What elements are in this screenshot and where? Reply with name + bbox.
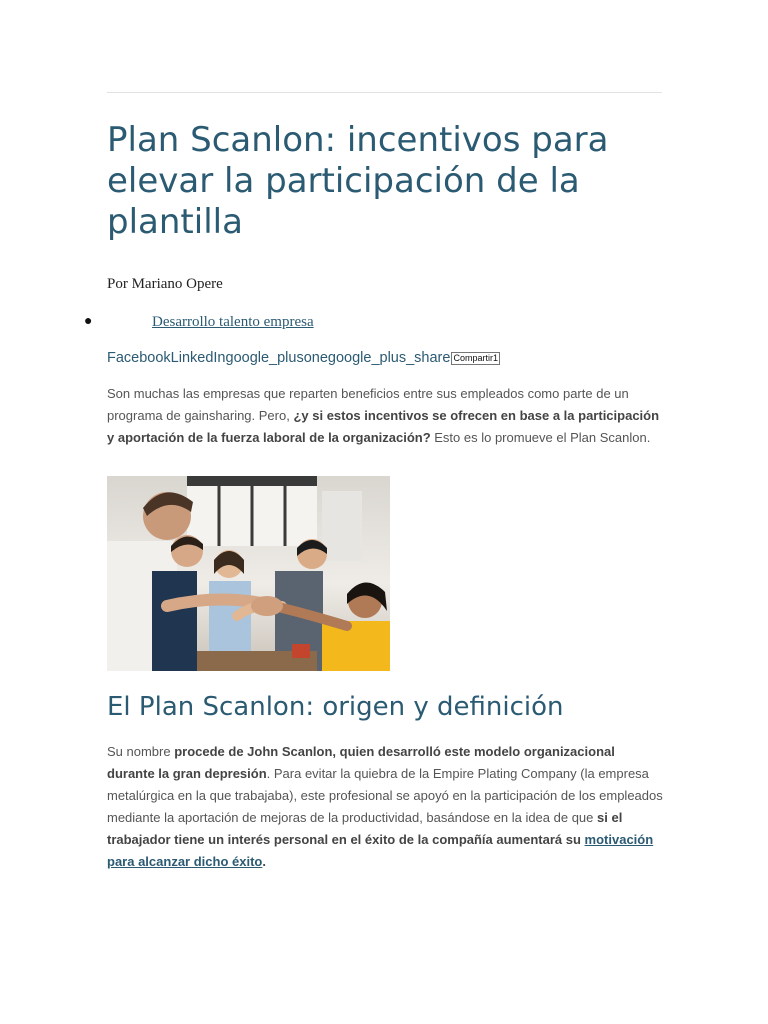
section-heading: El Plan Scanlon: origen y definición [107,692,564,722]
intro-text-1: Son muchas las empresas que reparten beneficios entre sus empleados como parte de un programa de gainsharing. Pero, [107,386,629,423]
category-list [84,312,314,332]
intro-text-2: Esto es lo promueve el Plan Scanlon. [430,430,651,445]
share-bar [107,350,500,366]
article-title: Plan Scanlon: incentivos para elevar la participación de la plantilla [107,120,609,242]
intro-bold-question: ¿y si estos incentivos se ofrecen en base a la participación y aportación de la fuerza laboral de la organización? [107,408,660,445]
motivation-link[interactable]: motivación para alcanzar dicho éxito [107,832,654,869]
section-paragraph [107,741,663,873]
section-end: . [262,854,266,869]
section-text-2: . Para evitar la quiebra de la Empire Plating Company (la empresa metalúrgica en la que trabajaba), este profesional se apoyó en la participación de los empleados mediante la aportación de mejoras de la productividad, basándose en la idea de que [107,766,663,825]
share-button[interactable]: Compartir1 [453,353,498,363]
intro-paragraph [107,383,667,449]
section-bold-2: si el trabajador tiene un interés personal en el éxito de la compañía aumentará su [107,810,623,847]
category-item [84,312,314,332]
team-photo [107,476,390,671]
author-byline: Por Mariano Opere [107,276,223,292]
section-text-1: Su nombre [107,744,175,759]
share-links[interactable]: FacebookLinkedIngoogle_plusonegoogle_plus_share [107,350,451,366]
section-bold-1: procede de John Scanlon, quien desarrolló este modelo organizacional durante la gran depresión [107,744,615,781]
category-link[interactable]: Desarrollo talento empresa [152,314,314,330]
bullet-dot-icon: ● [84,314,93,329]
top-divider [107,92,662,93]
